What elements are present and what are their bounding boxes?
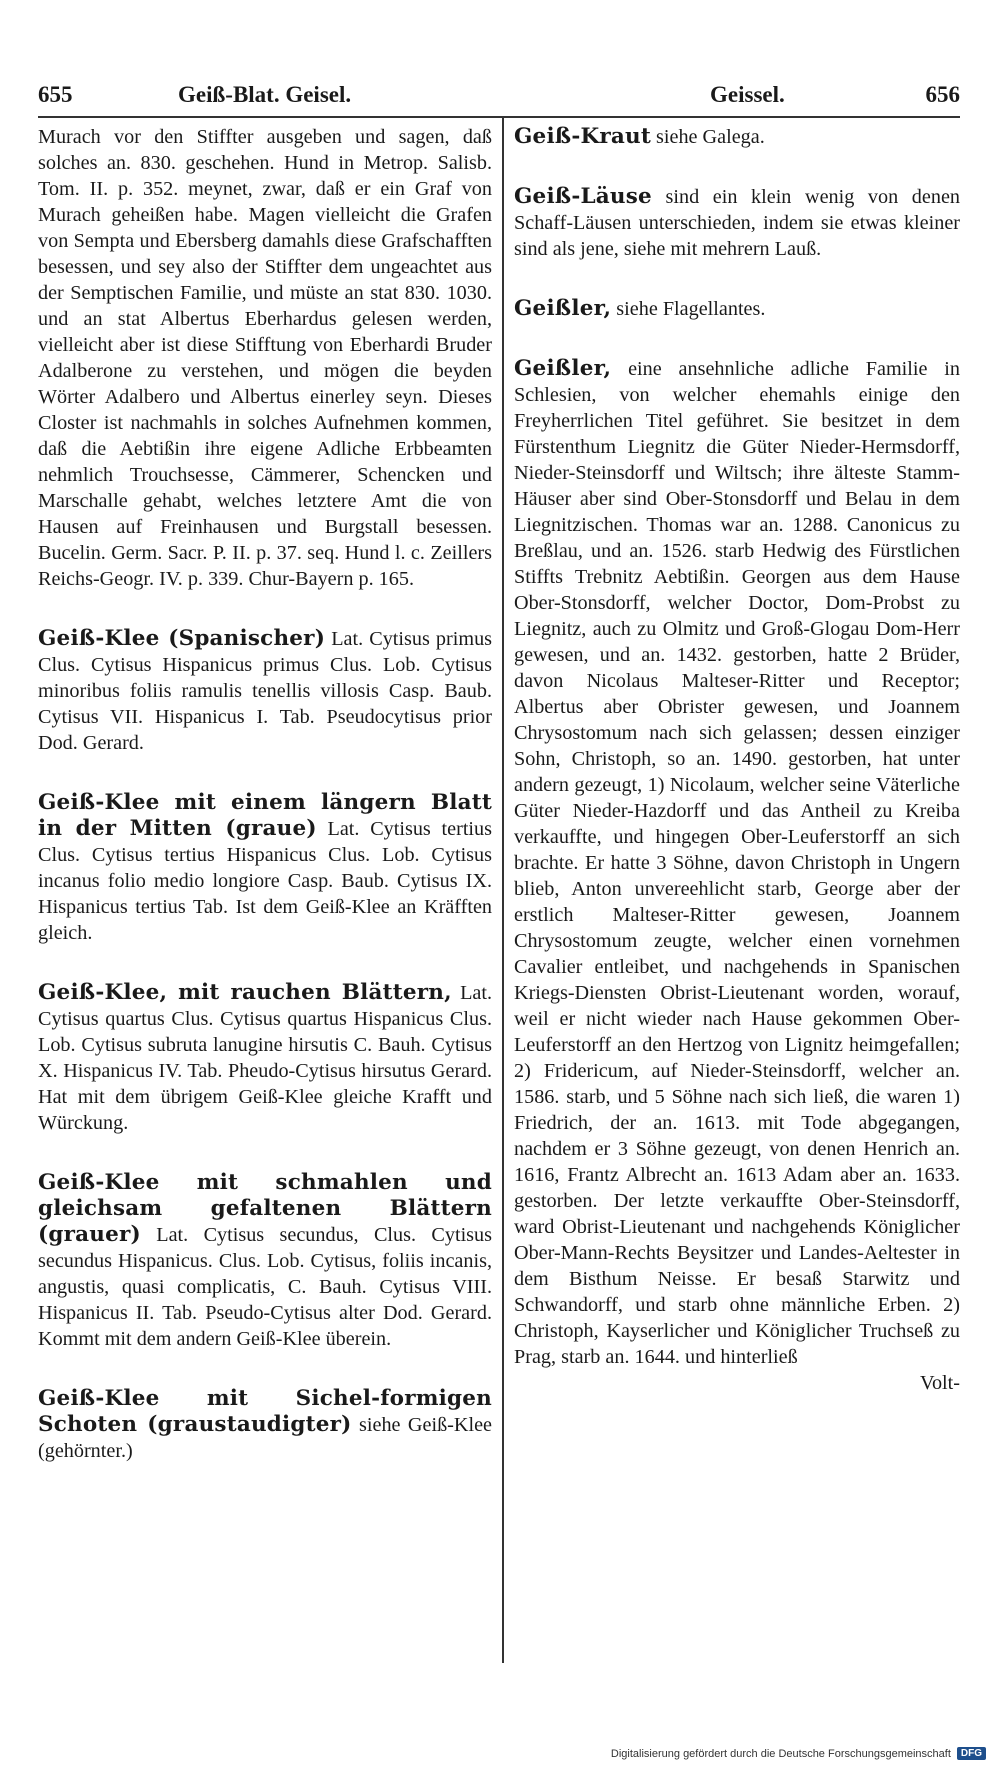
entry [38, 1170, 492, 1352]
entry-text: siehe Flagellantes. [616, 298, 766, 320]
entry-text: Lat. Cytisus tertius Clus. Cytisus tertius Hispanicus Clus. Lob. Cytisus incanus folio medio longiore Casp. Baub. Cytisus IX. Hispanicus tertius Tab. Ist dem Geiß-Klee an Kräfften gleich. [38, 818, 492, 944]
running-header [38, 82, 960, 116]
header-title-left: Geiß-Blat. Geisel. [178, 82, 352, 107]
entry-text: siehe Galega. [656, 126, 765, 148]
entry [514, 184, 960, 262]
entry-text: Murach vor den Stiffter ausgeben und sagen, daß solches an. 830. geschehen. Hund in Metrop. Salisb. Tom. II. p. 352. meynet, zwar, daß er ein Graf von Murach geheißen habe. Magen vielleicht die Grafen von Sempta und Ebersberg damahls diese Grafschafften besessen, und sey also der Stiffter dem ungeachtet aus der Semptischen Familie, und müste an stat 830. 1030. und an stat Albertus Eberhardus gelesen werden, vielleicht aber ist diese Stifftung von Eberhardi Bruder Adalberone zu verstehen, und mögen die beyden Wörter Adalbero und Albertus einerley seyn. Dieses Closter ist nachmahls in solches Aufnehmen kommen, daß die Aebtißin ihre eigene Adliche Erbbeamten nehmlich Trouchsesse, Cämmerer, Schencken und Marschalle gehabt, welches letztere Amt die von Hausen auf Freinhausen und Burgstall besessen. Bucelin. Germ. Sacr. P. II. p. 37. seq. Hund l. c. Zeillers Reichs-Geogr. IV. p. 339. Chur-Bayern p. 165. [38, 126, 492, 590]
footer-credit: Digitalisierung gefördert durch die Deutsche Forschungsgemeinschaft [610, 1747, 951, 1760]
entry-heading: Geiß-Klee mit Sichel-formigen Schoten (graustaudigter) [38, 1386, 492, 1437]
entry-text: sind ein klein wenig von denen Schaff-Läusen unterschieden, indem sie etwas kleiner sind als jene, siehe mit mehrern Lauß. [514, 186, 960, 260]
entry [514, 124, 960, 150]
entry [514, 296, 960, 322]
entry-text: eine ansehnliche adliche Familie in Schlesien, von welcher ehemahls einige den Freyherrlichen Titel geführet. Sie besitzet in dem Fürstenthum Liegnitz die Güter Nieder-Hermsdorff, Nieder-Steinsdorff und Wiltsch; ihre älteste Stamm-Häuser aber sind Ober-Stonsdorff und Belau in dem Liegnitzischen. Thomas war an. 1288. Canonicus zu Breßlau, und an. 1526. starb Hedwig des Fürstlichen Stiffts Trebnitz Aebtißin. Georgen aus dem Hause Ober-Stonsdorff, welcher Doctor, Dom-Probst zu Liegnitz, auch zu Olmitz und Groß-Glogau Dom-Herr gewesen, und an. 1432. gestorben, hatte 2 Brüder, davon Nicolaus Malteser-Ritter und Receptor; Albertus aber Obrister gewesen, und Joannem Chrysostomum nach sich gelassen; dessen einziger Sohn, Christoph, so an. 1490. gestorben, hat unter andern gezeugt, 1) Nicolaum, welcher seine Väterliche Güter Nieder-Hazdorff und das Antheil zu Kreiba verkauffte, und hingegen Ober-Leuferstorff an sich brachte. Er hatte 3 Söhne, davon Christoph in Ungern blieb, Anton unvereehlicht starb, George aber der erstlich Malteser-Ritter gewesen, Joannem Chrysostomum zeugte, welcher einen vornehmen Cavalier entleibet, und nachgehends in Spanischen Kriegs-Diensten Obrist-Lieutenant worden, worauf, weil er nicht wieder nach Hause gekommen Ober-Leuferstorff an den Hertzog von Lignitz heimgefallen; 2) Fridericum, auf Nieder-Steinsdorff, welcher an. 1586. starb, und 5 Söhne nach sich ließ, die waren 1) Friedrich, der an. 1613. mit Tode abgegangen, nachdem er 3 Söhne gezeugt, von denen Henrich an. 1616, Frantz Albrecht an. 1613 Adam aber an. 1633. gestorben. Der letzte verkauffte Ober-Steinsdorff, ward Obrist-Lieutenant und nachgehends Königlicher Ober-Mann-Rechts Beysitzer und Landes-Aeltester in dem Bisthum Neisse. Er besaß Starwitz und Schwandorff, und starb ohne männliche Erben. 2) Christoph, Kayserlicher und Königlicher Truchseß zu Prag, starb an. 1644. und hinterließ [514, 358, 961, 1368]
footer [611, 1747, 986, 1760]
entry [38, 980, 492, 1136]
column-divider [502, 118, 504, 1663]
header-title-right: Geissel. [710, 82, 785, 107]
entry-text: siehe Geiß-Klee (gehörnter.) [38, 1414, 493, 1462]
entry-heading: Geiß-Klee, mit rauchen Blättern, [38, 980, 452, 1005]
entry-heading: Geißler, [514, 356, 612, 381]
entry-heading: Geiß-Kraut [514, 124, 651, 149]
left-column [38, 124, 492, 1464]
catchword: Volt- [919, 1372, 960, 1394]
header-rule [38, 116, 960, 118]
page-number-right: 656 [925, 82, 960, 107]
entry [38, 1386, 492, 1464]
entry-heading: Geiß-Läuse [514, 184, 652, 209]
entry-text: Lat. Cytisus primus Clus. Cytisus Hispanicus primus Clus. Lob. Cytisus minoribus foliis ramulis tenellis villosis Casp. Baub. Cytisus VII. Hispanicus I. Tab. Pseudocytisus prior Dod. Gerard. [38, 628, 493, 754]
entry [514, 356, 960, 1370]
entry-heading: Geiß-Klee mit schmahlen und gleichsam gefaltenen Blättern (grauer) [38, 1170, 492, 1247]
entry-heading: Geiß-Klee mit einem längern Blatt in der Mitten (graue) [38, 790, 492, 841]
entry [38, 790, 492, 946]
dfg-logo: DFG [957, 1747, 986, 1760]
entry [38, 626, 492, 756]
entry-text: Lat. Cytisus quartus Clus. Cytisus quartus Hispanicus Clus. Lob. Cytisus subruta lanugine hirsutis C. Bauh. Cytisus X. Hispanicus IV. Tab. Pheudo-Cytisus hirsutus Gerard. Hat mit dem übrigem Geiß-Klee gleiche Krafft und Würckung. [38, 982, 493, 1134]
page-number-left: 655 [38, 82, 73, 107]
entry-heading: Geiß-Klee (Spanischer) [38, 626, 326, 651]
right-column [514, 124, 960, 1396]
entry-text: Lat. Cytisus secundus, Clus. Cytisus secundus Hispanicus. Clus. Lob. Cytisus, foliis incanis, angustis, quasi complicatis, C. Bauh. Cytisus VIII. Hispanicus II. Tab. Pseudo-Cytisus alter Dod. Gerard. Kommt mit dem andern Geiß-Klee überein. [38, 1224, 492, 1350]
entry-heading: Geißler, [514, 296, 612, 321]
entry [38, 124, 492, 592]
